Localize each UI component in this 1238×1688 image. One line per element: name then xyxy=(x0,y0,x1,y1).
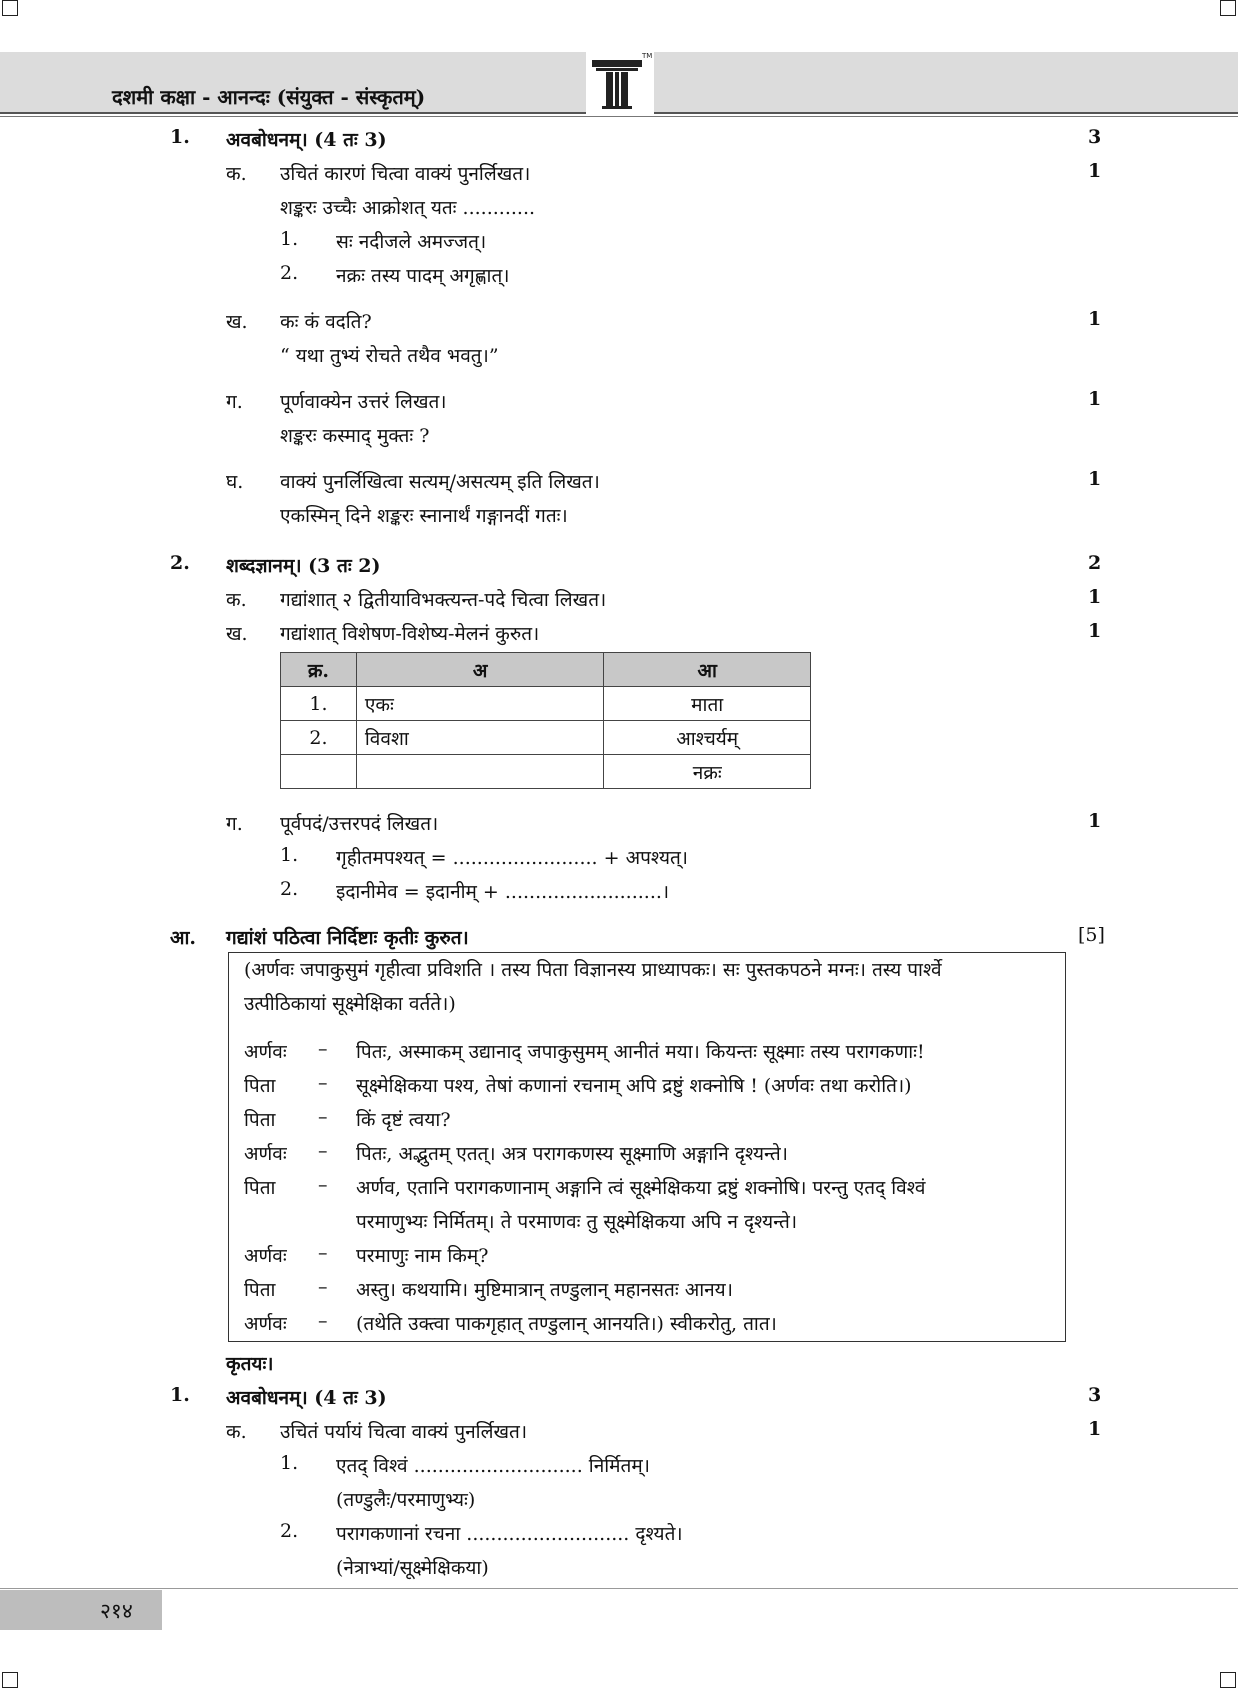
q1-ka-text: उचितं कारणं चित्वा वाक्यं पुनर्लिखत। xyxy=(280,163,531,185)
dialogue-speaker: पिता xyxy=(244,1109,276,1131)
header-divider-thin xyxy=(0,116,1238,117)
q3-ka-item-options: (नेत्राभ्यां/सूक्ष्मेक्षिकया) xyxy=(336,1557,489,1579)
dialogue-dash: – xyxy=(318,1174,328,1196)
q1-ka-option-text: सः नदीजले अमज्जत्। xyxy=(336,231,487,253)
table-header-cell: क्र. xyxy=(281,653,357,687)
q1-ka-stem: शङ्करः उच्चैः आक्रोशत् यतः ............ xyxy=(280,197,536,219)
passage-intro: उत्पीठिकायां सूक्ष्मेक्षिका वर्तते।) xyxy=(244,993,456,1015)
q2-kha-text: गद्यांशात् विशेषण-विशेष्य-मेलनं कुरुत। xyxy=(280,623,540,645)
q2-ka-marks: 1 xyxy=(1088,586,1102,608)
crop-mark-top-left xyxy=(2,0,18,16)
krutayah-heading: कृतयः। xyxy=(226,1353,274,1375)
dialogue-speaker: अर्णवः xyxy=(244,1245,287,1267)
table-row xyxy=(281,687,811,721)
q2-ga-label: ग. xyxy=(226,813,243,835)
dialogue-line: अस्तु। कथयामि। मुष्टिमात्रान् तण्डुलान् महानसतः आनय। xyxy=(356,1279,733,1301)
table-cell xyxy=(281,755,357,789)
q2-marks: 2 xyxy=(1088,552,1102,574)
q2-kha-marks: 1 xyxy=(1088,620,1102,642)
q3-ka-item-text: एतद् विश्वं ............................ निर्मितम्। xyxy=(336,1455,650,1477)
dialogue-line: अर्णव, एतानि परागकणानाम् अङ्गानि त्वं सूक्ष्मेक्षिकया द्रष्टुं शक्नोषि। परन्तु एतद् विश्वं xyxy=(356,1177,926,1199)
dialogue-line: सूक्ष्मेक्षिकया पश्य, तेषां कणानां रचनाम् अपि द्रष्टुं शक्नोषि ! (अर्णवः तथा करोति।) xyxy=(356,1075,912,1097)
q3-ka-item-num: 2. xyxy=(280,1520,299,1542)
q1-gha-marks: 1 xyxy=(1088,468,1102,490)
q1-ka-option-num: 2. xyxy=(280,262,299,284)
q2-ga-marks: 1 xyxy=(1088,810,1102,832)
q3-ka-label: क. xyxy=(226,1421,247,1443)
q3-ka-item-options: (तण्डुलैः/परमाणुभ्यः) xyxy=(336,1489,476,1511)
header-title: दशमी कक्षा - आनन्दः (संयुक्त - संस्कृतम्) xyxy=(112,85,426,109)
q1-ka-label: क. xyxy=(226,163,247,185)
dialogue-line: (तथेति उक्त्वा पाकगृहात् तण्डुलान् आनयति।) स्वीकरोतु, तात। xyxy=(356,1313,777,1335)
dialogue-speaker: अर्णवः xyxy=(244,1313,287,1335)
crop-mark-bottom-left xyxy=(2,1672,18,1688)
dialogue-speaker: पिता xyxy=(244,1075,276,1097)
q1-kha-text: कः कं वदति? xyxy=(280,311,372,333)
dialogue-line: पितः, अद्भुतम् एतत्। अत्र परागकणस्य सूक्ष्माणि अङ्गानि दृश्यन्ते। xyxy=(356,1143,788,1165)
dialogue-line: परमाणुभ्यः निर्मितम्। ते परमाणवः तु सूक्ष्मेक्षिकया अपि न दृश्यन्ते। xyxy=(356,1211,798,1233)
publisher-logo-icon xyxy=(586,46,654,114)
q2-number: 2. xyxy=(170,552,190,574)
table-cell: 1. xyxy=(281,687,357,721)
q3-ka-item-num: 1. xyxy=(280,1452,299,1474)
q3-ka-marks: 1 xyxy=(1088,1418,1102,1440)
q3-title: अवबोधनम्। (4 तः 3) xyxy=(226,1387,387,1409)
crop-mark-top-right xyxy=(1220,0,1236,16)
table-row xyxy=(281,755,811,789)
table-cell: 2. xyxy=(281,721,357,755)
q1-ga-question: शङ्करः कस्माद् मुक्तः ? xyxy=(280,425,430,447)
q1-gha-text: वाक्यं पुनर्लिखित्वा सत्यम्/असत्यम् इति लिखत। xyxy=(280,471,600,493)
table-row xyxy=(281,721,811,755)
table-cell xyxy=(356,755,603,789)
q2-ga-text: पूर्वपदं/उत्तरपदं लिखत। xyxy=(280,813,439,835)
footer-divider xyxy=(0,1588,1238,1589)
dialogue-dash: – xyxy=(318,1038,328,1060)
table-cell: आश्चर्यम् xyxy=(604,721,811,755)
q1-ka-marks: 1 xyxy=(1088,160,1102,182)
svg-text:TM: TM xyxy=(642,52,653,60)
matching-table xyxy=(280,652,811,789)
q2-kha-label: ख. xyxy=(226,623,248,645)
section-aa-label: आ. xyxy=(170,927,197,949)
section-aa-marks: [5] xyxy=(1078,924,1105,946)
q3-ka-item-text: परागकणानां रचना ........................... दृश्यते। xyxy=(336,1523,683,1545)
q1-ka-option-text: नक्रः तस्य पादम् अगृह्णात्। xyxy=(336,265,510,287)
dialogue-dash: – xyxy=(318,1072,328,1094)
q2-title: शब्दज्ञानम्। (3 तः 2) xyxy=(226,555,381,577)
crop-mark-bottom-right xyxy=(1220,1672,1236,1688)
q1-kha-quote: “ यथा तुभ्यं रोचते तथैव भवतु।” xyxy=(280,345,499,367)
q1-ga-label: ग. xyxy=(226,391,243,413)
q1-marks: 3 xyxy=(1088,126,1102,148)
q1-ka-option-num: 1. xyxy=(280,228,299,250)
dialogue-speaker: अर्णवः xyxy=(244,1041,287,1063)
q2-ga-item-text: गृहीतमपश्यत् = ........................ + अपश्यत्। xyxy=(336,847,688,869)
q1-title: अवबोधनम्। (4 तः 3) xyxy=(226,129,387,151)
table-header-cell: आ xyxy=(604,653,811,687)
q1-ga-marks: 1 xyxy=(1088,388,1102,410)
q2-ka-text: गद्यांशात् २ द्वितीयाविभक्त्यन्त-पदे चित्वा लिखत। xyxy=(280,589,607,611)
dialogue-dash: – xyxy=(318,1106,328,1128)
dialogue-speaker: पिता xyxy=(244,1279,276,1301)
q1-gha-question: एकस्मिन् दिने शङ्करः स्नानार्थं गङ्गानदीं गतः। xyxy=(280,505,568,527)
q1-kha-label: ख. xyxy=(226,311,248,333)
dialogue-dash: – xyxy=(318,1140,328,1162)
q3-number: 1. xyxy=(170,1384,190,1406)
q2-ka-label: क. xyxy=(226,589,247,611)
q3-marks: 3 xyxy=(1088,1384,1102,1406)
table-cell: नक्रः xyxy=(604,755,811,789)
dialogue-line: पितः, अस्माकम् उद्यानाद् जपाकुसुमम् आनीतं मया। कियन्तः सूक्ष्माः तस्य परागकणाः! xyxy=(356,1041,925,1063)
footer-page-box xyxy=(0,1590,162,1630)
dialogue-dash: – xyxy=(318,1310,328,1332)
q1-kha-marks: 1 xyxy=(1088,308,1102,330)
table-cell: माता xyxy=(604,687,811,721)
q2-ga-item-num: 1. xyxy=(280,844,299,866)
passage-intro: (अर्णवः जपाकुसुमं गृहीत्वा प्रविशति । तस्य पिता विज्ञानस्य प्राध्यापकः। सः पुस्तकपठने मग्नः। तस्य पार्श्वे xyxy=(244,959,942,981)
dialogue-dash: – xyxy=(318,1242,328,1264)
dialogue-dash: – xyxy=(318,1276,328,1298)
q3-ka-text: उचितं पर्यायं चित्वा वाक्यं पुनर्लिखत। xyxy=(280,1421,528,1443)
q1-number: 1. xyxy=(170,126,190,148)
table-header-cell: अ xyxy=(356,653,603,687)
q1-ga-text: पूर्णवाक्येन उत्तरं लिखत। xyxy=(280,391,447,413)
table-cell: एकः xyxy=(356,687,603,721)
q2-ga-item-text: इदानीमेव = इदानीम् + ..........................। xyxy=(336,881,670,903)
dialogue-speaker: अर्णवः xyxy=(244,1143,287,1165)
table-header-row xyxy=(281,653,811,687)
dialogue-speaker: पिता xyxy=(244,1177,276,1199)
section-aa-title: गद्यांशं पठित्वा निर्दिष्टाः कृतीः कुरुत। xyxy=(226,927,469,949)
page-number: २१४ xyxy=(100,1599,133,1623)
table-cell: विवशा xyxy=(356,721,603,755)
q2-ga-item-num: 2. xyxy=(280,878,299,900)
dialogue-line: परमाणुः नाम किम्? xyxy=(356,1245,489,1267)
q1-gha-label: घ. xyxy=(226,471,244,493)
dialogue-line: किं दृष्टं त्वया? xyxy=(356,1109,451,1131)
